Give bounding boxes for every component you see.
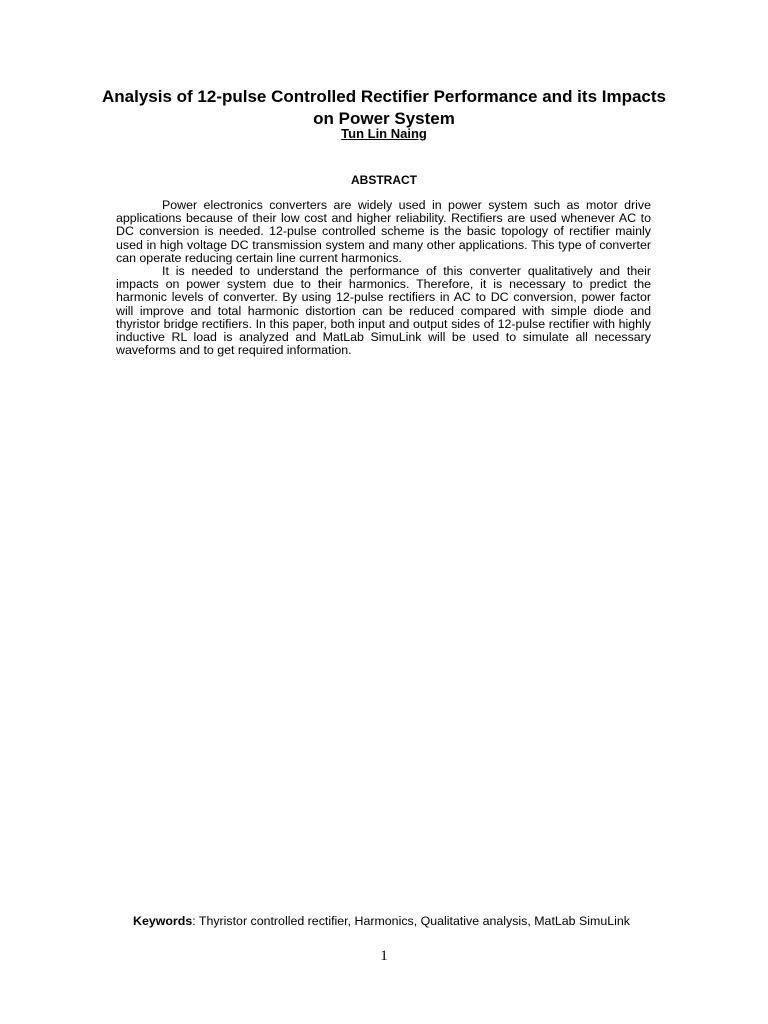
abstract-heading: ABSTRACT	[351, 173, 417, 187]
author-name-line	[0, 126, 768, 142]
author-name: Tun Lin Naing	[341, 126, 427, 141]
abstract-paragraph-1: Power electronics converters are widely used in power system such as motor drive applications because of their low cost and higher reliability. Rectifiers are used whenever AC to DC conversion is needed. 12-pulse controlled scheme is the basic topology of rectifier mainly used in high voltage DC transmission system and many other applications. This type of converter can operate reducing certain line current harmonics.	[116, 198, 651, 265]
keywords-label: Keywords	[133, 914, 193, 928]
page-number: 1	[380, 948, 388, 964]
abstract-body	[116, 199, 651, 357]
keywords-text: : Thyristor controlled rectifier, Harmonics, Qualitative analysis, MatLab SimuLink	[192, 914, 630, 928]
keywords-line	[133, 914, 673, 928]
paper-title: Analysis of 12-pulse Controlled Rectifier Performance and its Impacts on Power System	[102, 87, 666, 128]
abstract-paragraph-2: It is needed to understand the performance of this converter qualitatively and their impacts on power system due to their harmonics. Therefore, it is necessary to predict the harmonic levels of converter. By using 12-pulse rectifiers in AC to DC conversion, power factor will improve and total harmonic distortion can be reduced compared with simple diode and thyristor bridge rectifiers. In this paper, both input and output sides of 12-pulse rectifier with highly inductive RL load is analyzed and MatLab SimuLink will be used to simulate all necessary waveforms and to get required information.	[116, 264, 651, 358]
